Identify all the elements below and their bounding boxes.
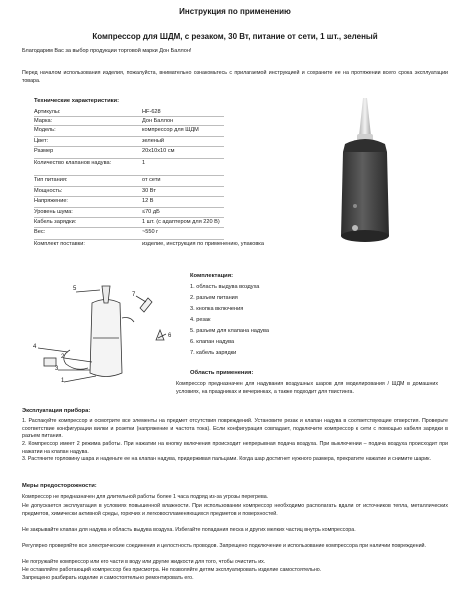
safety-line-2: Не допускается эксплуатация в условиях повышенной влажности. При использовании компрессор необходимо располагать вдали от источников тепла, металлических предметов, химически активной среды, горючих и легковоспламеняющихся предметов и поверхностей.	[22, 503, 448, 517]
spec-key: Комплект поставки:	[34, 241, 85, 247]
safety-line-3: Не закрывайте клапан для надува и область выдува воздуха. Избегайте попадания песка и других мелких частиц внутрь компрессора.	[22, 527, 356, 533]
spec-value: ≤70 дБ	[142, 209, 160, 215]
diagram-plug	[44, 358, 56, 366]
spec-value: изделие, инструкция по применению, упаковка	[142, 241, 264, 247]
page-title: Инструкция по применению	[179, 7, 291, 16]
leader-4	[38, 348, 68, 352]
spec-value: 1 шт. (с адаптером для 220 В)	[142, 219, 220, 225]
spec-key: Мощность:	[34, 188, 63, 194]
operation-step-1: 1. Распакуйте компрессор и осмотрите все элементы на предмет отсутствия повреждений. Установите резак и клапан надува в соответствующие отверстия. Проверьте соответствие конфигурации вилки и розетки (напряжение и частота тока). Если конфигурация совпадает, подключите компрессор к сети с помощью кабеля зарядки в разъем питания.	[22, 418, 448, 440]
spec-key: Кабель зарядки:	[34, 219, 77, 225]
product-photo	[315, 96, 425, 256]
spec-value: зеленый	[142, 138, 165, 144]
spec-divider	[34, 125, 224, 126]
leader-5	[76, 290, 100, 292]
specs-heading: Технические характеристики:	[34, 98, 120, 104]
compressor-body	[341, 152, 389, 241]
spec-key: Вес:	[34, 229, 46, 235]
nozzle-tip	[359, 98, 371, 136]
spec-value: HF-628	[142, 109, 161, 115]
spec-key: Уровень шума:	[34, 209, 73, 215]
component-item: 6. клапан надува	[190, 339, 235, 345]
spec-divider	[34, 136, 224, 137]
safety-heading: Меры предосторожности:	[22, 483, 97, 489]
product-title: Компрессор для ШДМ, с резаком, 30 Вт, питание от сети, 1 шт., зеленый	[92, 32, 378, 41]
spec-divider	[34, 146, 224, 147]
spec-value: 1	[142, 160, 146, 166]
application-text: Компрессор предназначен для надувания воздушных шаров для моделирования / ШДМ в домашних условиях, на праздниках и вечеринках, а также подходит для твистинга.	[176, 381, 438, 395]
spec-value: 30 Вт	[142, 188, 156, 194]
power-jack	[353, 204, 357, 208]
spec-key: Модель:	[34, 127, 56, 133]
spec-key: Марка:	[34, 118, 53, 124]
leader-7	[136, 296, 146, 302]
spec-divider	[34, 196, 224, 197]
spec-value: компрессор для ШДМ	[142, 127, 199, 133]
spec-key: Артикулы:	[34, 109, 61, 115]
component-item: 3. кнопка включения	[190, 306, 244, 312]
diagram-cutter-arm	[122, 318, 134, 323]
diagram-label-4: 4	[33, 344, 37, 350]
application-heading: Область применения:	[190, 370, 254, 376]
safety-line-1: Компрессор не предназначен для длительной работы более 1 часа подряд из-за угрозы перегрева.	[22, 494, 269, 500]
diagram-label-1: 1	[61, 378, 65, 384]
top-cap	[343, 139, 387, 152]
spec-key: Количество клапанов надува:	[34, 160, 112, 166]
component-item: 5. разъем для клапана надува	[190, 328, 269, 334]
spec-value: ~550 г	[142, 229, 159, 235]
safety-line-5: Не погружайте компрессор или его части в воду или другие жидкости для того, чтобы очистить их.	[22, 559, 266, 565]
spec-divider	[34, 116, 224, 117]
safety-line-7: Запрещено разбирать изделие и самостоятельно ремонтировать его.	[22, 575, 194, 581]
spec-divider	[34, 207, 224, 208]
safety-line-6: Не оставляйте работающий компрессор без присмотра. Не позволяйте детям эксплуатировать изделие самостоятельно.	[22, 567, 322, 573]
safety-line-4: Регулярно проверяйте все электрические соединения и целостность проводов. Запрещено подключение и использование компрессора при наличии повреждений.	[22, 543, 426, 549]
spec-key: Напряжение:	[34, 198, 68, 204]
diagram-label-6: 6	[168, 333, 172, 339]
diagram-label-5: 5	[73, 286, 77, 292]
leader-2	[64, 358, 92, 362]
base-ring	[341, 230, 389, 242]
spec-value: 12 В	[142, 198, 154, 204]
components-heading: Комплектация:	[190, 273, 234, 279]
component-item: 2. разъем питания	[190, 295, 238, 301]
product-diagram	[30, 278, 180, 388]
spec-divider	[34, 239, 224, 240]
spec-key: Цвет:	[34, 138, 49, 144]
spec-divider	[34, 158, 224, 159]
spec-divider	[34, 175, 224, 176]
spec-divider	[34, 217, 224, 218]
spec-divider	[34, 227, 224, 228]
spec-value: Дон Баллон	[142, 118, 174, 124]
power-button	[352, 225, 358, 231]
diagram-label-2: 2	[61, 354, 65, 360]
diagram-cutter	[140, 298, 152, 312]
diagram-label-3: 3	[55, 366, 59, 372]
spec-value: от сети	[142, 177, 161, 183]
diagram-label-7: 7	[132, 292, 136, 298]
spec-key: Тип питания:	[34, 177, 68, 183]
intro-notice: Перед началом использования изделия, пожалуйста, внимательно ознакомьтесь с прилагаемой инструкцией и сохраните ее на протяжении всего срока эксплуатации товара.	[22, 70, 448, 84]
component-item: 1. область выдува воздуха	[190, 284, 260, 290]
operation-step-2: 2. Компрессор имеет 2 режима работы. При нажатии на кнопку включения происходит непрерывная подача воздуха. При выключении – подача воздуха происходит при нажатии на клапан надува.	[22, 441, 448, 455]
spec-value: 20x10x10 см	[142, 148, 175, 154]
spec-divider	[34, 186, 224, 187]
diagram-valve	[156, 330, 164, 340]
spec-key: Размер	[34, 148, 54, 154]
thanks-text: Благодарим Вас за выбор продукции торговой марки Дон Баллон!	[22, 48, 192, 54]
operation-heading: Эксплуатация прибора:	[22, 408, 91, 414]
component-item: 4. резак	[190, 317, 211, 323]
operation-step-3: 3. Растяните горловину шара и наденьте ее на клапан надува, придерживая пальцами. Когда шар достигнет нужного размера, прекратите нажатие и снимите шарик.	[22, 456, 431, 462]
leader-1	[64, 376, 96, 382]
component-item: 7. кабель зарядки	[190, 350, 237, 356]
